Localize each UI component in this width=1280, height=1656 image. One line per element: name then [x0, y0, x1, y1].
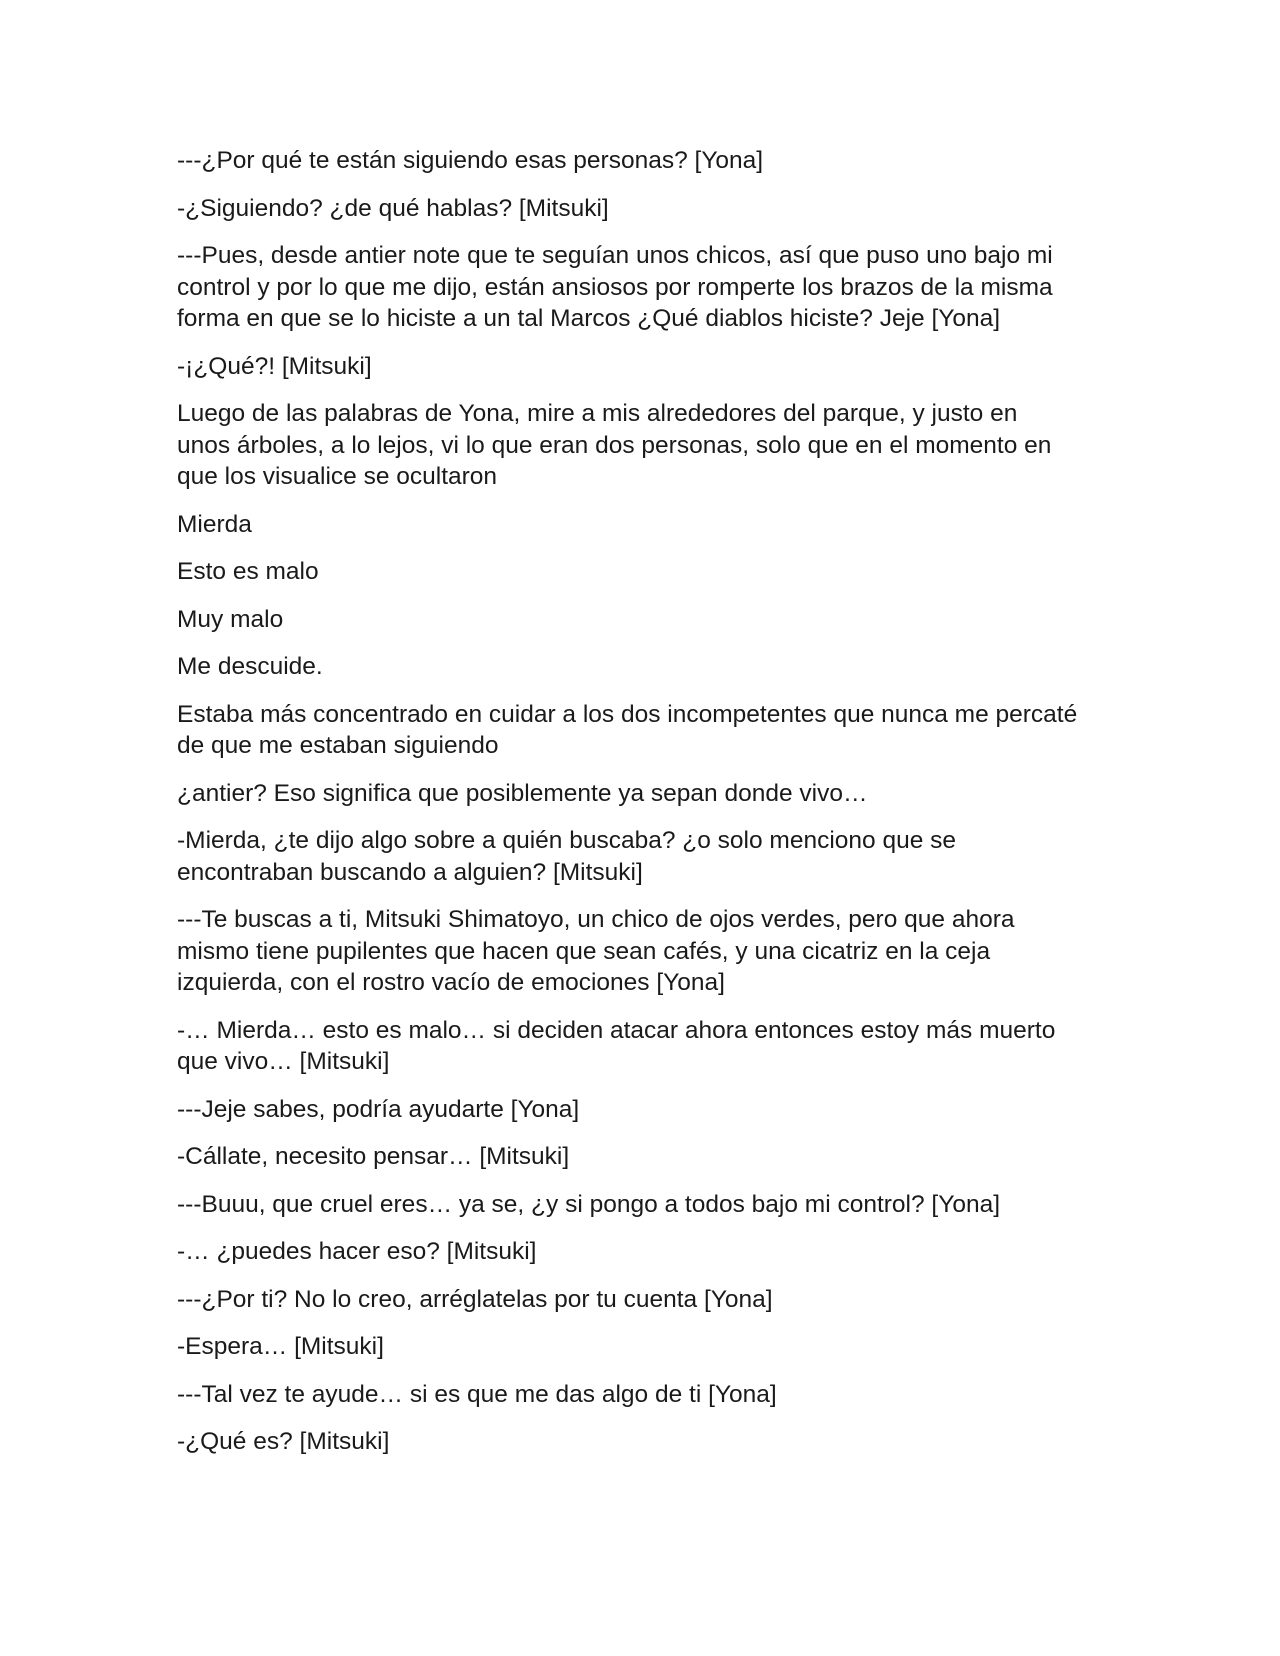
text-line: -Cállate, necesito pensar… [Mitsuki] [177, 1143, 570, 1170]
text-line: que vivo… [Mitsuki] [177, 1048, 390, 1075]
text-line: izquierda, con el rostro vacío de emociones [Yona] [177, 969, 725, 996]
text-line: ---Pues, desde antier note que te seguían unos chicos, así que puso uno bajo mi [177, 242, 1053, 269]
text-line: Luego de las palabras de Yona, mire a mis alrededores del parque, y justo en [177, 400, 1018, 427]
text-line: ---Tal vez te ayude… si es que me das algo de ti [Yona] [177, 1380, 777, 1408]
text-line: encontraban buscando a alguien? [Mitsuki] [177, 858, 643, 886]
paragraph [177, 556, 1107, 588]
paragraph [177, 778, 1107, 810]
paragraph [177, 1379, 1107, 1411]
paragraph [177, 1094, 1107, 1126]
text-line: Esto es malo [177, 558, 319, 585]
paragraph [177, 1284, 1107, 1316]
text-line: -¿Siguiendo? ¿de qué hablas? [Mitsuki] [177, 194, 609, 222]
text-line: mismo tiene pupilentes que hacen que sean cafés, y una cicatriz en la ceja [177, 937, 991, 965]
paragraph [177, 193, 1107, 225]
text-line: ¿antier? Eso significa que posiblemente ya sepan donde vivo… [177, 779, 868, 807]
text-line: -¡¿Qué?! [Mitsuki] [177, 352, 372, 380]
paragraph [177, 351, 1107, 383]
text-line: ---¿Por qué te están siguiendo esas personas? [Yona] [177, 147, 764, 174]
paragraph [177, 1426, 1107, 1458]
text-line: -Espera… [Mitsuki] [177, 1333, 384, 1360]
text-line: Muy malo [177, 605, 284, 633]
paragraph [177, 240, 1107, 335]
text-line: Me descuide. [177, 653, 323, 680]
paragraph [177, 604, 1107, 636]
text-line: ---Te buscas a ti, Mitsuki Shimatoyo, un chico de ojos verdes, pero que ahora [177, 906, 1015, 933]
paragraph [177, 509, 1107, 541]
paragraph [177, 651, 1107, 683]
text-line: ---¿Por ti? No lo creo, arréglatelas por tu cuenta [Yona] [177, 1285, 773, 1313]
text-line: que los visualice se ocultaron [177, 463, 498, 490]
text-line: ---Buuu, que cruel eres… ya se, ¿y si pongo a todos bajo mi control? [Yona] [177, 1190, 1001, 1218]
text-line: -¿Qué es? [Mitsuki] [177, 1428, 390, 1455]
paragraph [177, 1189, 1107, 1221]
paragraph [177, 398, 1107, 493]
text-line: Estaba más concentrado en cuidar a los dos incompetentes que nunca me percaté [177, 700, 1078, 728]
paragraph [177, 1015, 1107, 1078]
document-body [177, 145, 1107, 1474]
paragraph [177, 699, 1107, 762]
paragraph [177, 1236, 1107, 1268]
text-line: Mierda [177, 510, 252, 538]
text-line: -Mierda, ¿te dijo algo sobre a quién buscaba? ¿o solo menciono que se [177, 827, 957, 854]
text-line: ---Jeje sabes, podría ayudarte [Yona] [177, 1095, 580, 1123]
paragraph [177, 1331, 1107, 1363]
text-line: -… Mierda… esto es malo… si deciden atacar ahora entonces estoy más muerto [177, 1016, 1056, 1044]
text-line: -… ¿puedes hacer eso? [Mitsuki] [177, 1238, 537, 1265]
text-line: forma en que se lo hiciste a un tal Marcos ¿Qué diablos hiciste? Jeje [Yona] [177, 305, 1001, 332]
text-line: control y por lo que me dijo, están ansiosos por romperte los brazos de la misma [177, 273, 1053, 301]
paragraph [177, 825, 1107, 888]
paragraph [177, 145, 1107, 177]
paragraph [177, 1141, 1107, 1173]
paragraph [177, 904, 1107, 999]
text-line: de que me estaban siguiendo [177, 732, 499, 759]
text-line: unos árboles, a lo lejos, vi lo que eran dos personas, solo que en el momento en [177, 431, 1052, 459]
